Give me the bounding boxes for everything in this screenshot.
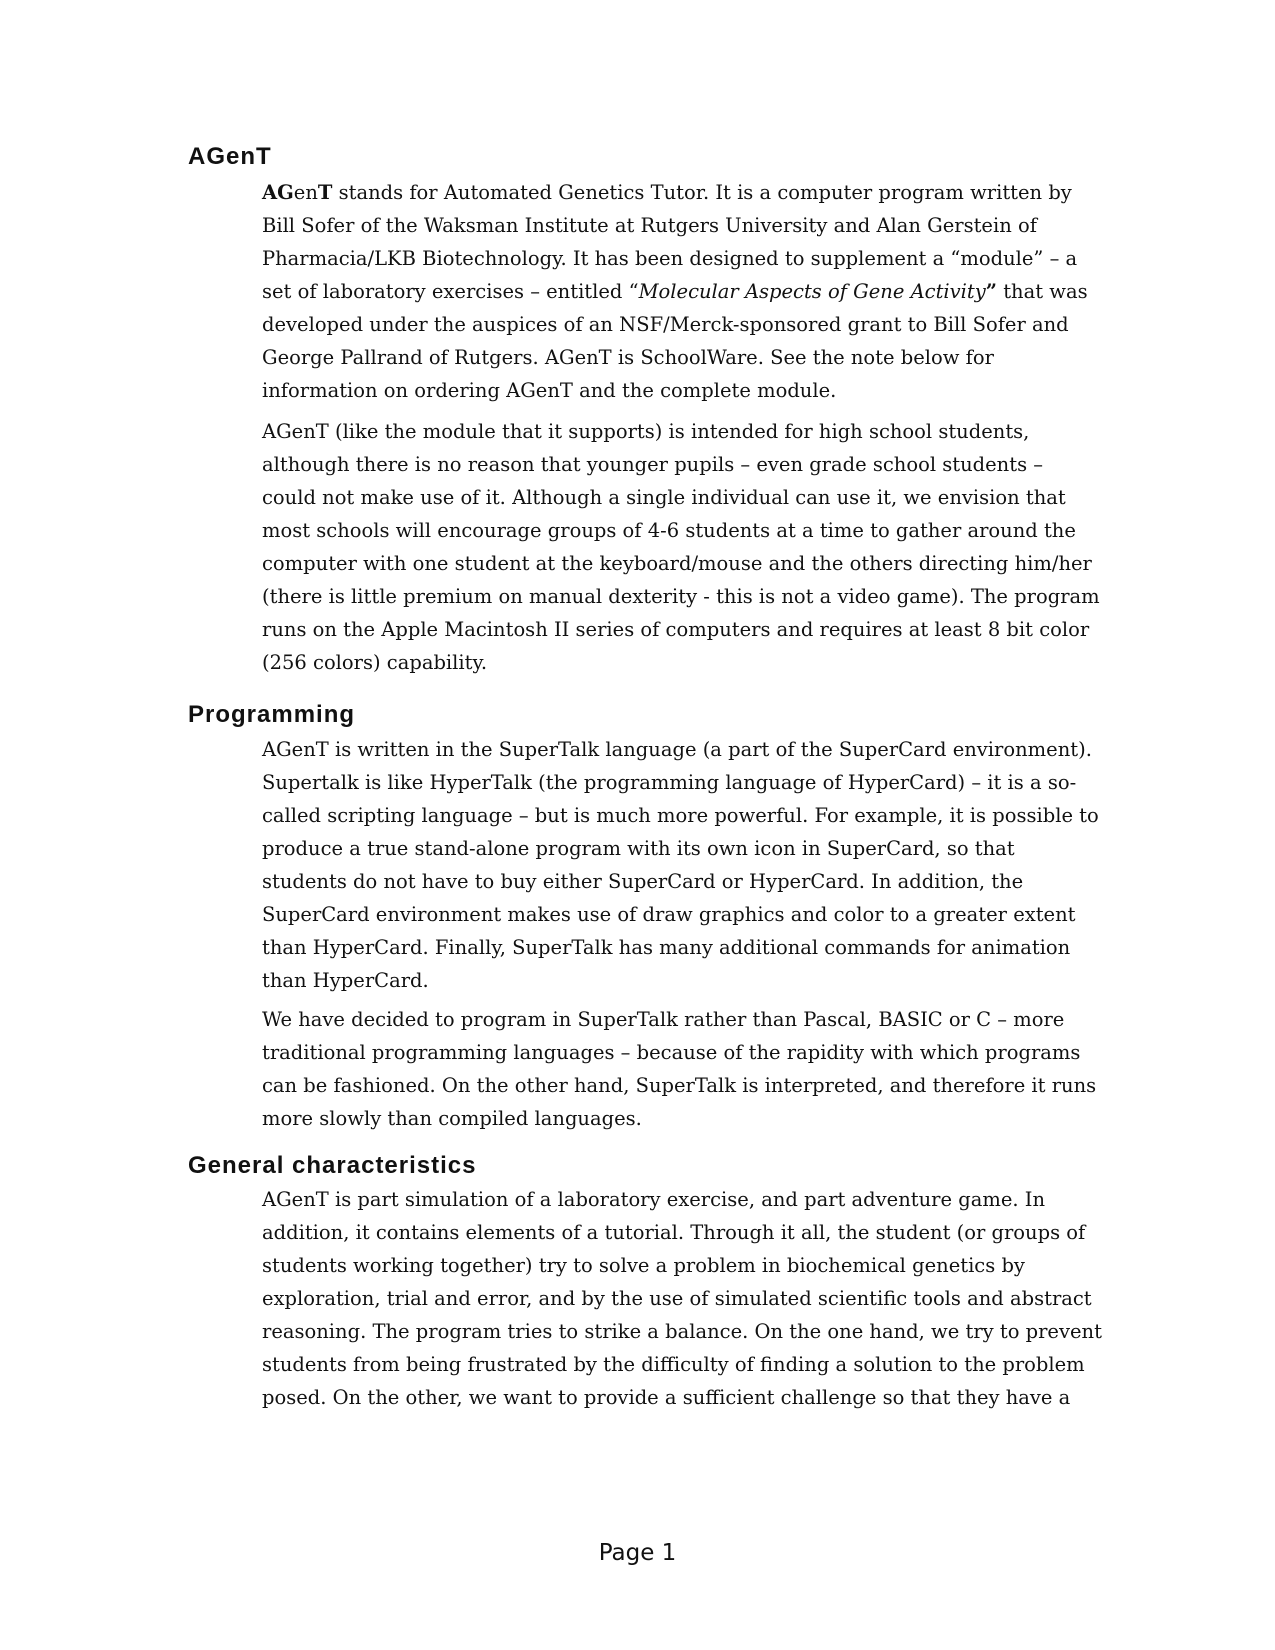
paragraph-programming-language: AGenT is written in the SuperTalk language (a part of the SuperCard environment). Supertalk is like HyperTalk (the programming language of HyperCard) – it is a so-called scripting language – but is much more powerful. For example, it is possible to produce a true stand-alone program with its own icon in SuperCard, so that students do not have to buy either SuperCard or HyperCard. In addition, the SuperCard environment makes use of draw graphics and color to a greater extent than HyperCard. Finally, SuperTalk has many additional commands for animation than HyperCard. (262, 738, 1099, 992)
quote-close: ” (985, 280, 997, 303)
paragraph-agent-intro (262, 176, 1102, 407)
section-heading-general-characteristics: General characteristics (188, 1152, 477, 1179)
paragraph-agent-audience: AGenT (like the module that it supports) is intended for high school students, although there is no reason that younger pupils – even grade school students – could not make use of it. Although a single individual can use it, we envision that most schools will encourage groups of 4-6 students at a time to gather around the computer with one student at the keyboard/mouse and the others directing him/her (there is little premium on manual dexterity - this is not a video game). The program runs on the Apple Macintosh II series of computers and requires at least 8 bit color (256 colors) capability. (262, 420, 1100, 674)
quote-open: “ (628, 280, 639, 303)
section-heading-programming: Programming (188, 701, 356, 728)
agent-abbrev-en: en (293, 181, 318, 204)
module-title: Molecular Aspects of Gene Activity (638, 280, 986, 303)
agent-abbrev-ag: AG (262, 181, 294, 204)
agent-intro-text-1: stands for Automated Genetics Tutor. It is a computer program written by Bill Sofer of the Waksman Institute at Rutgers University and Alan Gerstein of Pharmacia/LKB Biotechnology. It has been designed to supplement a “module” – a set of laboratory exercises – entitled (262, 181, 1078, 303)
paragraph-general-characteristics: AGenT is part simulation of a laboratory exercise, and part adventure game. In addition, it contains elements of a tutorial. Through it all, the student (or groups of students working together) try to solve a problem in biochemical genetics by exploration, trial and error, and by the use of simulated scientific tools and abstract reasoning. The program tries to strike a balance. On the one hand, we try to prevent students from being frustrated by the difficulty of finding a solution to the problem posed. On the other, we want to provide a sufficient challenge so that they have a (262, 1188, 1102, 1409)
page-number: Page 1 (598, 1540, 677, 1566)
section-heading-agent: AGenT (188, 143, 272, 170)
agent-intro-text-2: that was developed under the auspices of an NSF/Merck-sponsored grant to Bill Sofer and George Pallrand of Rutgers. AGenT is SchoolWare. See the note below for information on ordering AGenT and the complete module. (262, 280, 1088, 402)
paragraph-programming-choice: We have decided to program in SuperTalk rather than Pascal, BASIC or C – more traditional programming languages – because of the rapidity with which programs can be fashioned. On the other hand, SuperTalk is interpreted, and therefore it runs more slowly than compiled languages. (262, 1008, 1097, 1130)
agent-abbrev-t: T (317, 181, 333, 204)
